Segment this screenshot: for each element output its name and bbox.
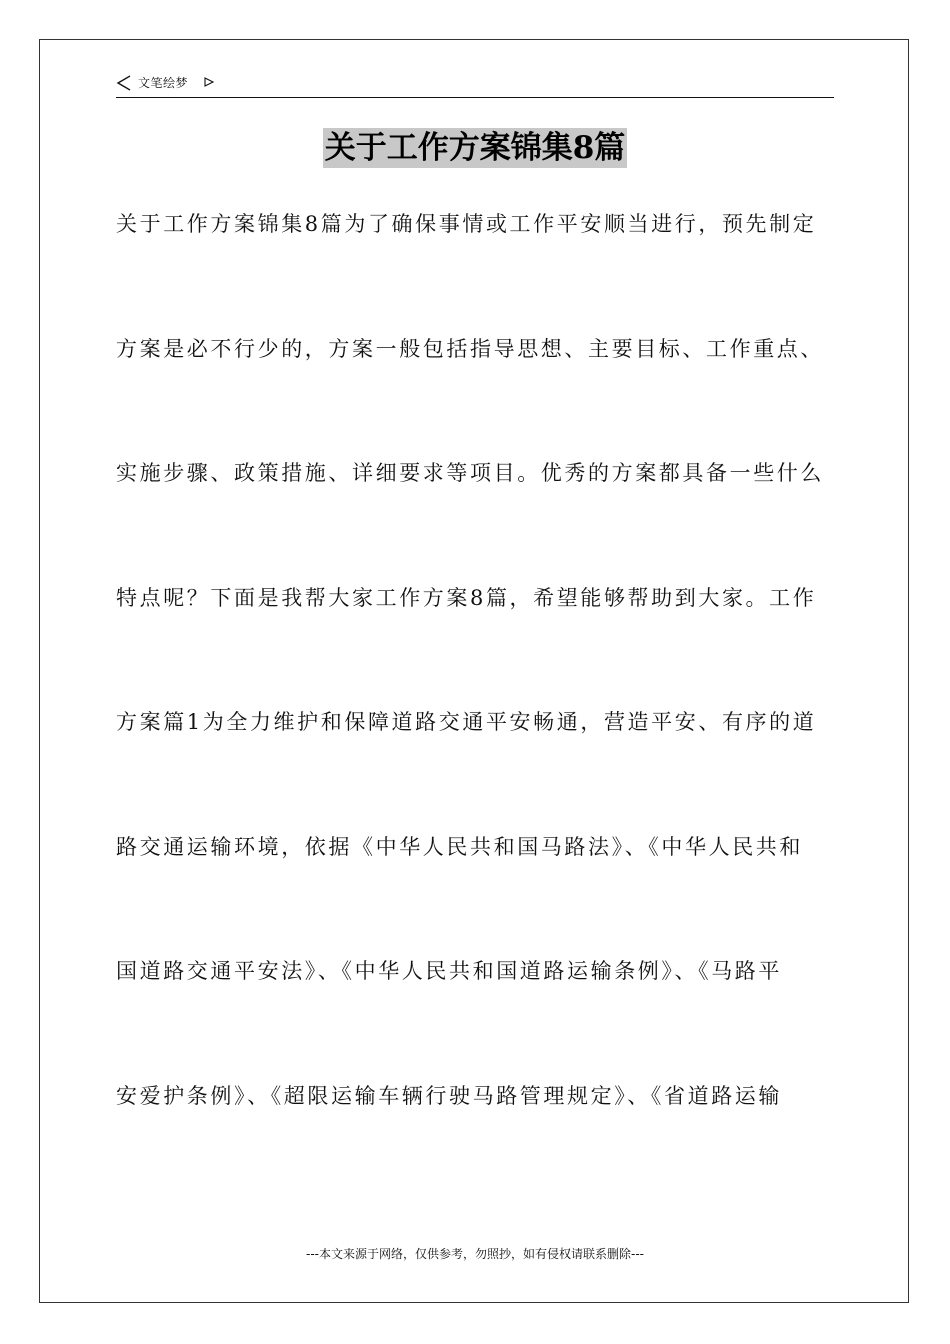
body-line: 安爱护条例》、《超限运输车辆行驶马路管理规定》、《省道路运输 [116,1083,782,1108]
header-brand-text: 文笔绘梦 [138,76,189,90]
title-container [0,128,950,168]
document-title: 关于工作方案锦集8篇 [324,130,626,166]
body-line: 方案篇1为全力维护和保障道路交通平安畅通，营造平安、有序的道 [116,710,817,734]
body-line: 路交通运输环境，依据《中华人民共和国马路法》、《中华人民共和 [116,834,803,859]
page-header [116,72,834,98]
document-body [116,204,834,1200]
body-line: 国道路交通平安法》、《中华人民共和国道路运输条例》、《马路平 [116,959,782,983]
body-line: 方案是必不行少的，方案一般包括指导思想、主要目标、工作重点、 [116,336,824,361]
left-triangle-icon [116,75,132,91]
footer-disclaimer: ---本文来源于网络，仅供参考，勿照抄，如有侵权请联系删除--- [306,1247,644,1261]
right-triangle-icon [204,77,214,87]
body-line: 实施步骤、政策措施、详细要求等项目。优秀的方案都具备一些什么 [116,461,824,485]
body-line: 关于工作方案锦集8篇为了确保事情或工作平安顺当进行，预先制定 [116,212,817,236]
body-line: 特点呢？下面是我帮大家工作方案8篇，希望能够帮助到大家。工作 [116,585,817,610]
